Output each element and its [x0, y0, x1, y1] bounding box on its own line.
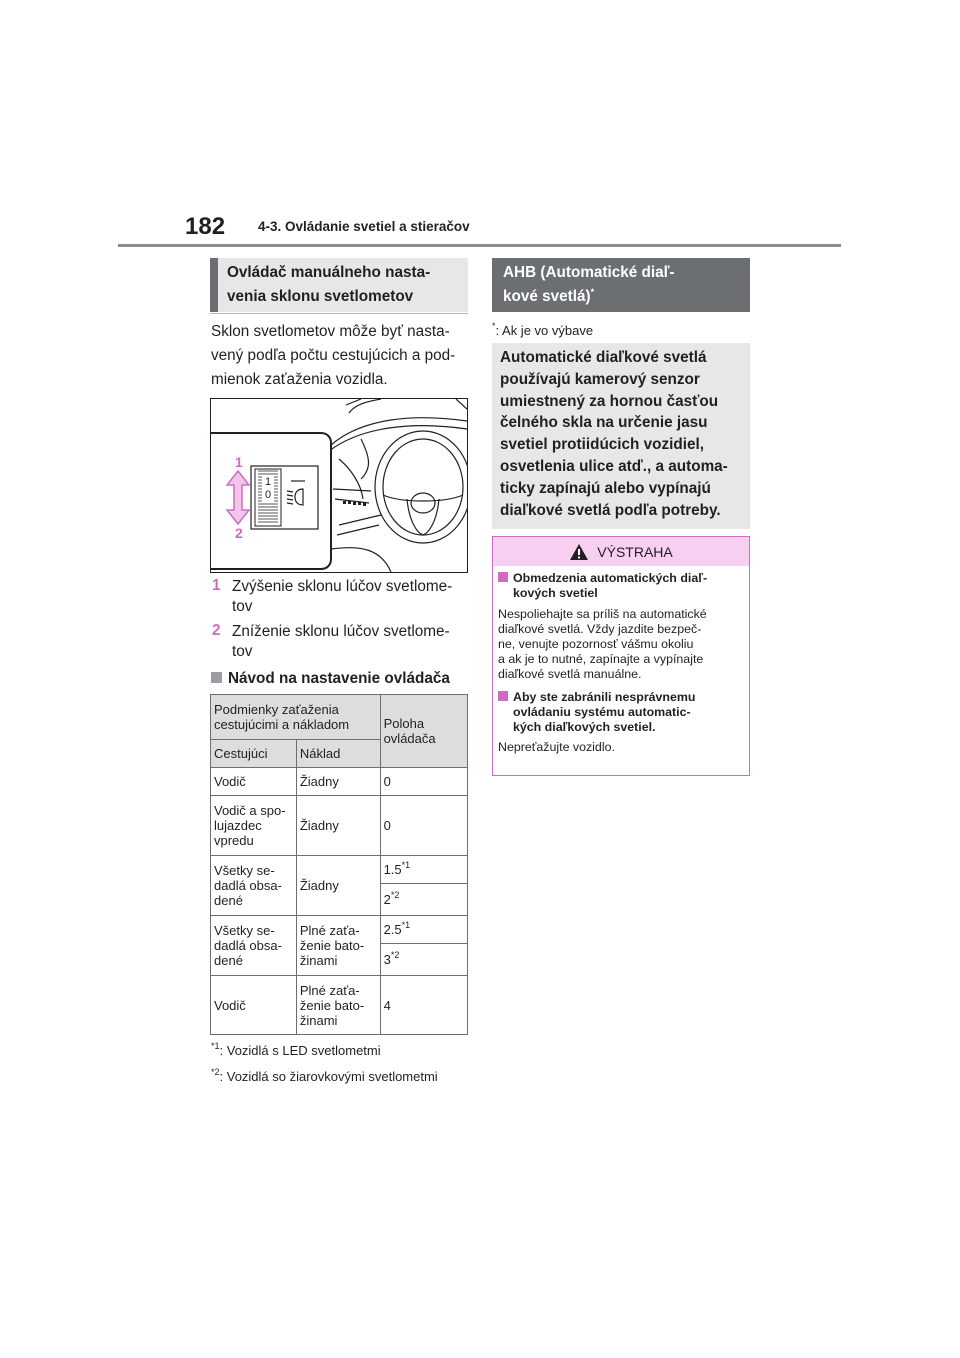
step-text: [232, 622, 450, 662]
dial-marking-0: 0: [265, 489, 272, 501]
footnote-mark: *2: [211, 1067, 220, 1077]
footnote-mark: *1: [211, 1041, 220, 1051]
cell-text: dené: [214, 953, 243, 968]
cell-text: Vodič: [214, 774, 246, 789]
cell-text: Všetky se-: [214, 863, 275, 878]
text-line: Nespoliehajte sa príliš na automatické: [498, 607, 707, 621]
footnote-mark: *2: [390, 950, 400, 960]
text-line: a ak je to nutné, zapínajte a vypínajte: [498, 652, 704, 666]
text-line: Poloha: [383, 716, 425, 731]
footnote-mark: *1: [401, 860, 411, 870]
cell-text: Žiadny: [299, 818, 339, 833]
footnote-mark: *: [492, 321, 496, 331]
text-line: diaľkové svetlá manuálne.: [498, 667, 642, 681]
cell-text: ženie bato-: [299, 997, 365, 1013]
text-line: ne, venujte pozornosť vášmu okoliu: [498, 637, 694, 651]
title-line: [503, 285, 750, 309]
text-line: tov: [232, 598, 253, 615]
cell-text: vpredu: [214, 833, 254, 848]
dial-guide-heading: [211, 670, 450, 688]
cell-text: 0: [383, 774, 391, 789]
cell-text: 1.5: [383, 862, 402, 877]
footnote-text: : Vozidlá so žiarovkovými svetlometmi: [219, 1069, 438, 1084]
text-line: tov: [232, 643, 253, 660]
manual-leveling-intro: [211, 320, 455, 392]
text-line: čelného skla na určenie jasu: [500, 414, 708, 432]
warning-box: [492, 536, 750, 776]
manual-leveling-title: [210, 258, 468, 312]
cell-text: 2.5: [383, 922, 402, 937]
dial-marking-1: 1: [265, 476, 272, 488]
load-table: [210, 694, 468, 1035]
cell-text: žinami: [299, 1012, 338, 1028]
cell-text: dadlá obsa-: [214, 938, 282, 953]
ahb-intro: [492, 343, 750, 529]
title-line: Ovládač manuálneho nasta-: [227, 264, 431, 281]
text-line: Zníženie sklonu lúčov svetlome-: [232, 623, 450, 640]
step-number: 1: [212, 577, 221, 594]
cell-text: dadlá obsa-: [214, 878, 282, 893]
text-line: svetiel protiidúcich vozidiel,: [500, 436, 705, 454]
equipment-mark: *: [590, 287, 595, 297]
text-line: mienok zaťaženia vozidla.: [211, 371, 388, 388]
callout-1: 1: [235, 454, 243, 470]
text-line: ovládaniu systému automatic-: [513, 705, 691, 719]
footnote-mark: *2: [390, 890, 400, 900]
cell-text: Vodič: [214, 997, 246, 1013]
callout-2: 2: [235, 525, 243, 541]
text-line: kových svetiel: [513, 586, 598, 600]
square-bullet-icon: [498, 691, 508, 701]
ahb-title: [492, 258, 750, 312]
cell-text: Žiadny: [299, 774, 339, 789]
warning-body: [498, 571, 746, 755]
table-row: [211, 796, 468, 856]
footnote-mark: *1: [401, 920, 411, 930]
cell-text: 0: [383, 818, 391, 833]
text-line: umiestnený za hornou časťou: [500, 392, 719, 410]
cell-text: dené: [214, 893, 243, 908]
cell-text: Plné zaťa-: [299, 982, 360, 998]
leveling-dial-figure: [210, 398, 468, 573]
header-rule: [118, 244, 841, 247]
section-title: 4-3. Ovládanie svetiel a stieračov: [258, 219, 470, 234]
text-line: Nepreťažujte vozidlo.: [498, 740, 615, 754]
text-line: cestujúcimi a nákladom: [214, 717, 350, 732]
cell-text: Vodič a spo-: [214, 803, 286, 818]
text-line: kých diaľkových svetiel.: [513, 720, 656, 734]
text-line: Podmienky zaťaženia: [214, 702, 339, 717]
cell-text: 2: [383, 892, 391, 907]
square-bullet-icon: [211, 672, 222, 683]
dashboard-illustration: [211, 399, 467, 572]
text-line: Sklon svetlometov môže byť nasta-: [211, 323, 450, 340]
text-line: diaľkové svetlá. Vždy jazdite bezpeč-: [498, 622, 702, 636]
title-text: kové svetlá): [503, 288, 591, 305]
warning-item-heading: [498, 571, 746, 586]
page-number: 182: [185, 213, 226, 240]
title-rule: [210, 313, 468, 314]
table-header-position: [380, 695, 467, 768]
subheading-text: Návod na nastavenie ovládača: [228, 670, 450, 687]
text-line: Zvýšenie sklonu lúčov svetlome-: [232, 578, 453, 595]
warning-triangle-icon: [569, 543, 589, 561]
table-header-passengers: Cestujúci: [211, 740, 297, 768]
text-line: Aby ste zabránili nesprávnemu: [513, 690, 696, 704]
step-text: [232, 577, 452, 617]
text-line: používajú kamerový senzor: [500, 370, 700, 388]
text-line: Automatické diaľkové svetlá: [500, 349, 707, 366]
cell-text: žinami: [299, 953, 338, 968]
table-header-conditions: [211, 695, 381, 740]
table-header-cargo: Náklad: [296, 740, 380, 768]
text-line: vený podľa počtu cestujúcich a pod-: [211, 347, 456, 364]
table-row: [211, 916, 468, 944]
text-line: ticky zapínajú alebo vypínajú: [500, 479, 711, 497]
cell-text: Plné zaťa-: [299, 923, 360, 938]
cell-text: 3: [383, 952, 391, 967]
text-line: osvetlenia ulice atď., a automa-: [500, 457, 728, 475]
text-line: diaľkové svetlá podľa potreby.: [500, 501, 721, 519]
title-line: venia sklonu svetlometov: [227, 288, 414, 305]
footnote-text: : Vozidlá s LED svetlometmi: [219, 1043, 381, 1058]
table-row: [211, 856, 468, 884]
text-line: Obmedzenia automatických diaľ-: [513, 571, 708, 585]
note-text: : Ak je vo výbave: [495, 323, 594, 338]
footnote-2: [211, 1069, 438, 1084]
table-row: [211, 976, 468, 1035]
cell-text: 4: [383, 997, 391, 1013]
text-line: ovládača: [383, 731, 436, 746]
cell-text: Všetky se-: [214, 923, 275, 938]
table-row: [211, 768, 468, 796]
title-line: AHB (Automatické diaľ-: [503, 264, 675, 281]
cell-text: Žiadny: [299, 878, 339, 893]
cell-text: ženie bato-: [299, 938, 365, 953]
square-bullet-icon: [498, 572, 508, 582]
warning-header: [493, 537, 749, 566]
footnote-1: [211, 1043, 381, 1058]
step-number: 2: [212, 622, 221, 639]
cell-text: lujazdec: [214, 818, 262, 833]
equipment-note: [492, 323, 593, 338]
warning-title: VÝSTRAHA: [597, 543, 673, 560]
warning-item-heading: [498, 690, 746, 705]
